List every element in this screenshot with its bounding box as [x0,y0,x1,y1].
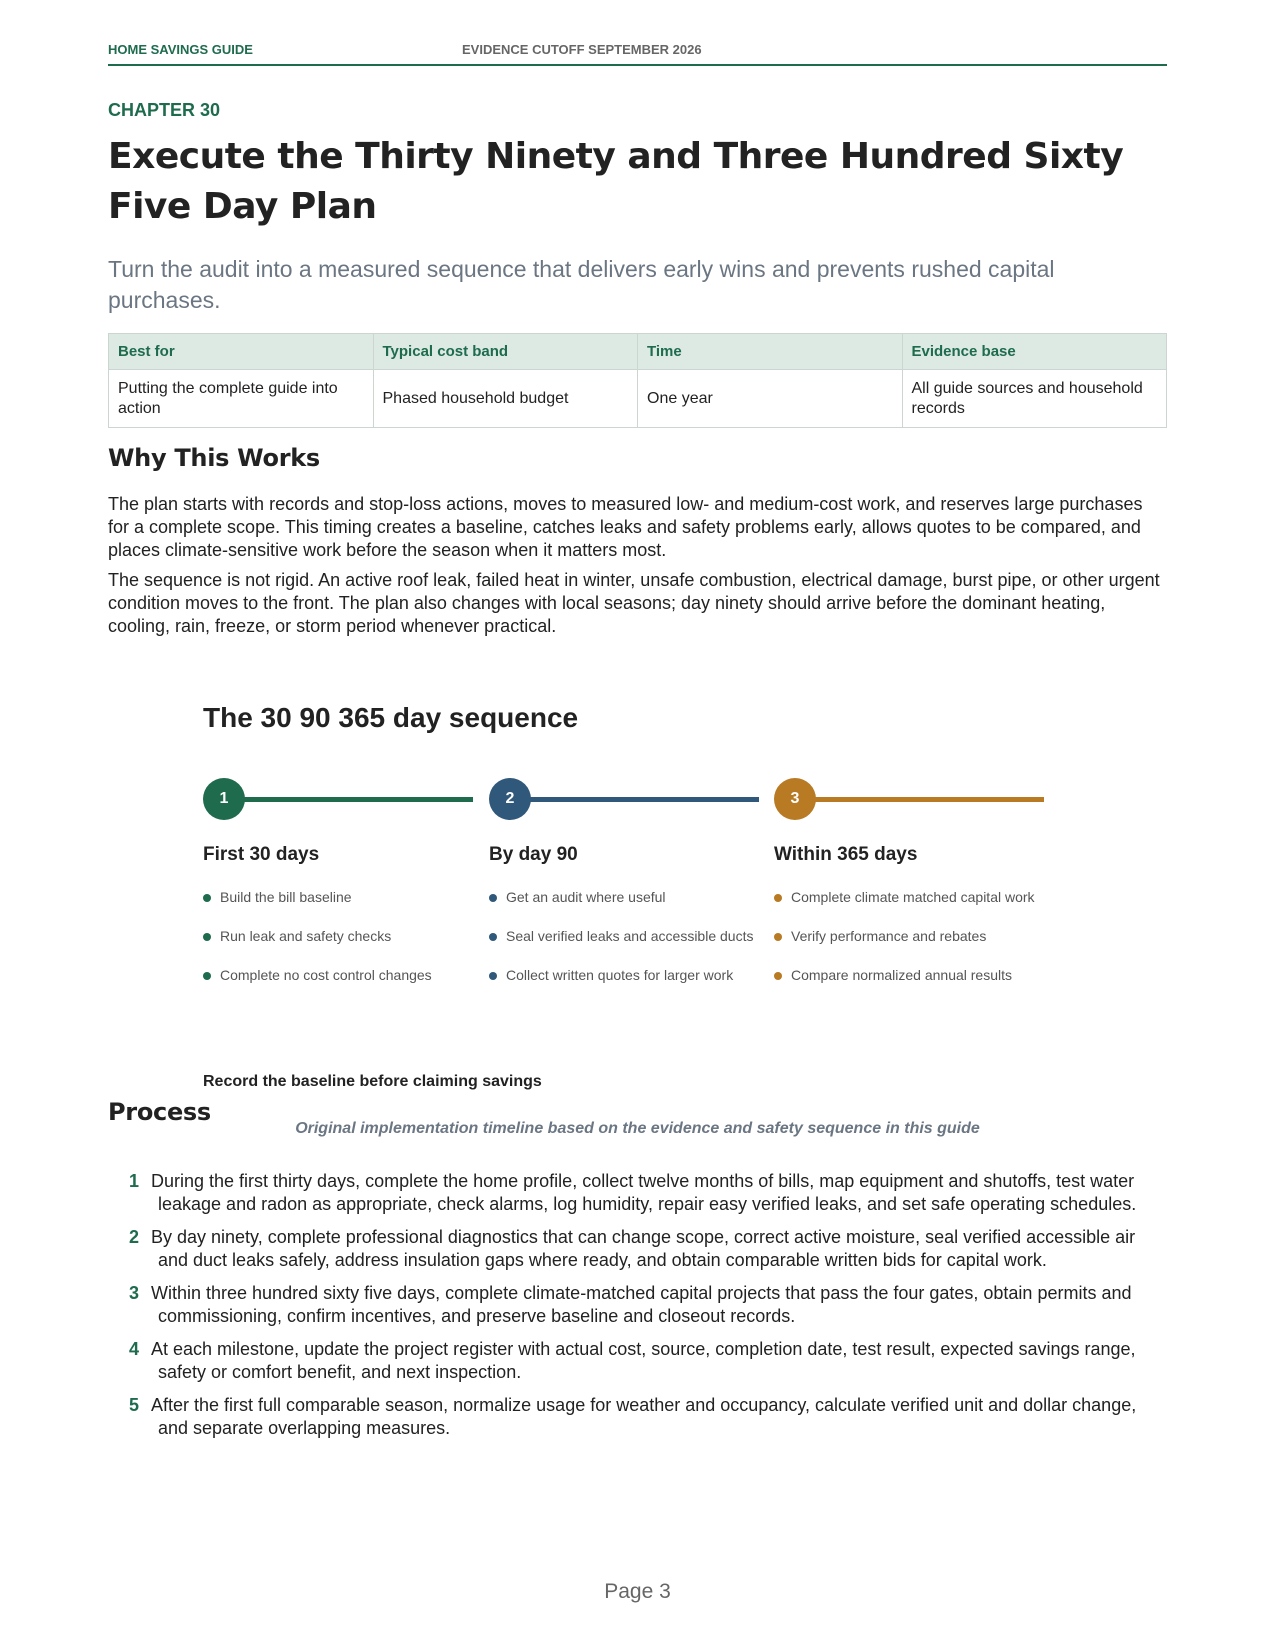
timeline-figure [203,690,1083,1140]
step-number: 2 [129,1227,140,1247]
list-item [774,888,1035,927]
list-item-text: Complete no cost control changes [220,967,432,983]
list-item-text: Build the bill baseline [220,889,352,905]
chapter-label: CHAPTER 30 [108,100,221,120]
table-cell: One year [638,370,903,428]
summary-table [108,333,1167,428]
list-item [489,966,753,1005]
table-cell: Phased household budget [373,370,638,428]
step-number: 3 [129,1283,140,1303]
table-header: Evidence base [902,334,1167,370]
step-number-badge: 2 [489,778,531,820]
timeline-bar [243,797,473,802]
table-cell: Putting the complete guide into action [109,370,374,428]
step-text: At each milestone, update the project register with actual cost, source, completion date, test result, expected savings range, safety or comfort benefit, and next inspection. [151,1339,1136,1382]
list-item-text: Get an audit where useful [506,889,666,905]
evidence-cutoff: EVIDENCE CUTOFF SEPTEMBER 2026 [462,42,702,57]
figure-title: The 30 90 365 day sequence [203,702,579,733]
list-item-text: Run leak and safety checks [220,928,392,944]
bullet-dot-icon [489,933,497,941]
step-number: 5 [129,1395,140,1415]
table-header: Typical cost band [373,334,638,370]
timeline-bar [529,797,759,802]
list-item [774,927,1035,966]
process-step [108,1170,1167,1216]
bullet-dot-icon [489,894,497,902]
list-item [489,927,753,966]
page-title: Execute the Thirty Ninety and Three Hundred Sixty Five Day Plan [108,136,1124,227]
why-paragraph: The plan starts with records and stop-loss actions, moves to measured low- and medium-cost work, and reserves large purchases for a complete scope. This timing creates a baseline, catches leaks and safety problems early, allows quotes to be compared, and places climate-sensitive work before the season when it matters most. [108,494,1143,560]
bullet-dot-icon [774,894,782,902]
list-item-text: Complete climate matched capital work [791,889,1035,905]
step-text: By day ninety, complete professional diagnostics that can change scope, correct active moisture, seal verified accessible air and duct leaks safely, address insulation gaps where ready, and obtain comparable written bids for capital work. [151,1227,1136,1270]
list-item-text: Collect written quotes for larger work [506,967,734,983]
step-text: After the first full comparable season, normalize usage for weather and occupancy, calculate verified unit and dollar change, and separate overlapping measures. [151,1395,1137,1438]
guide-name: HOME SAVINGS GUIDE [108,42,253,57]
step-text: Within three hundred sixty five days, complete climate-matched capital projects that pass the four gates, obtain permits and commissioning, confirm incentives, and preserve baseline and closeout records. [151,1283,1132,1326]
column-heading: Within 365 days [774,844,918,865]
bullet-dot-icon [489,972,497,980]
figure-note: Record the baseline before claiming savings [203,1073,542,1090]
bullet-dot-icon [774,933,782,941]
process-step [108,1338,1167,1384]
table-cell: All guide sources and household records [902,370,1167,428]
column-list [489,888,753,1005]
list-item [203,927,432,966]
table-header: Time [638,334,903,370]
list-item [203,888,432,927]
step-number-badge: 3 [774,778,816,820]
step-text: During the first thirty days, complete the home profile, collect twelve months of bills, map equipment and shutoffs, test water leakage and radon as appropriate, check alarms, log humidity, repair easy verified leaks, and set safe operating schedules. [151,1171,1137,1214]
figure-caption: Original implementation timeline based on the evidence and safety sequence in this guide [295,1120,980,1137]
list-item-text: Compare normalized annual results [791,967,1012,983]
page-subtitle: Turn the audit into a measured sequence that delivers early wins and prevents rushed capital purchases. [108,256,1055,313]
table-row [109,370,1167,428]
bullet-dot-icon [203,933,211,941]
list-item [489,888,753,927]
column-list [774,888,1035,1005]
bullet-dot-icon [203,972,211,980]
bullet-dot-icon [774,972,782,980]
step-number: 4 [129,1339,140,1359]
page-number: Page 3 [604,1580,671,1603]
column-heading: First 30 days [203,844,320,865]
process-step [108,1226,1167,1272]
process-heading: Process [108,1098,211,1126]
step-number-badge: 1 [203,778,245,820]
step-number: 1 [129,1171,140,1191]
table-header: Best for [109,334,374,370]
summary-table-header-row [109,334,1167,370]
process-list [108,1170,1167,1450]
list-item [203,966,432,1005]
list-item [774,966,1035,1005]
timeline-bar [814,797,1044,802]
column-heading: By day 90 [489,844,578,865]
why-paragraph: The sequence is not rigid. An active roof leak, failed heat in winter, unsafe combustion, electrical damage, burst pipe, or other urgent condition moves to the front. The plan also changes with local seasons; day ninety should arrive before the dominant heating, cooling, rain, freeze, or storm period whenever practical. [108,570,1160,636]
list-item-text: Verify performance and rebates [791,928,987,944]
list-item-text: Seal verified leaks and accessible ducts [506,928,754,944]
process-step [108,1394,1167,1440]
process-step [108,1282,1167,1328]
column-list [203,888,432,1005]
running-header [108,42,1167,66]
bullet-dot-icon [203,894,211,902]
why-heading: Why This Works [108,444,320,472]
